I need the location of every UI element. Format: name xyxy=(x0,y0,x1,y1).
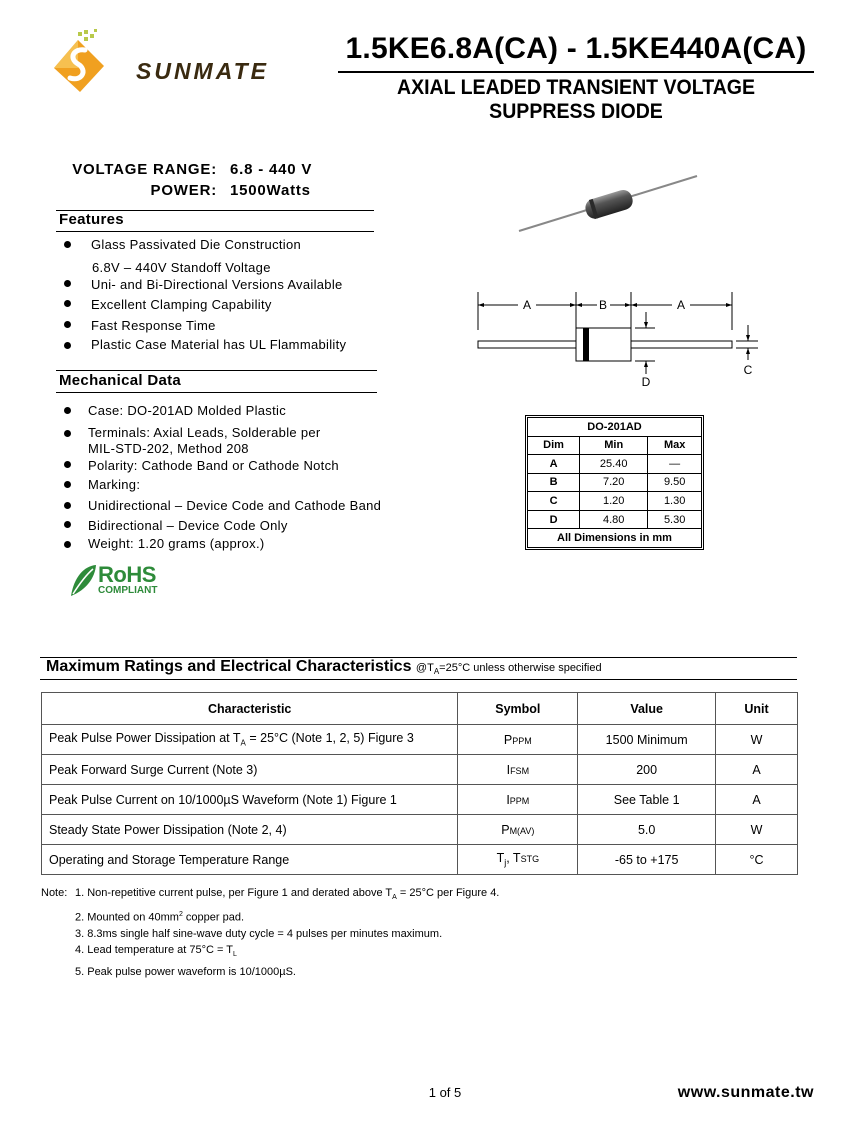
table-row xyxy=(42,755,798,785)
mechanical-item: Marking: xyxy=(88,477,141,492)
power-row xyxy=(59,182,311,199)
value-cell: See Table 1 xyxy=(578,785,716,815)
rohs-logo xyxy=(68,561,178,601)
dim-cell: 4.80 xyxy=(580,510,648,529)
characteristic-cell: Peak Pulse Current on 10/1000µS Waveform (Note 1) Figure 1 xyxy=(42,785,458,815)
dimension-diagram xyxy=(470,290,770,390)
value-cell: 5.0 xyxy=(578,815,716,845)
characteristic-cell: Steady State Power Dissipation (Note 2, 4) xyxy=(42,815,458,845)
mechanical-top-rule xyxy=(56,370,377,371)
page-subtitle: AXIAL LEADED TRANSIENT VOLTAGE SUPPRESS DIODE xyxy=(396,76,756,123)
value-cell: 200 xyxy=(578,755,716,785)
mechanical-item: Weight: 1.20 grams (approx.) xyxy=(88,536,265,551)
symbol-cell: IPPM xyxy=(458,785,578,815)
col-header: Symbol xyxy=(458,693,578,725)
mechanical-heading: Mechanical Data xyxy=(59,372,182,389)
note-item: 5. Peak pulse power waveform is 10/1000µS. xyxy=(75,966,296,979)
dim-cell: 25.40 xyxy=(580,455,648,474)
dim-cell: C xyxy=(528,492,580,511)
bullet-icon xyxy=(64,430,71,437)
ratings-title: Maximum Ratings and Electrical Characteristics xyxy=(46,658,412,675)
features-bottom-rule xyxy=(56,231,374,232)
dim-cell: 1.30 xyxy=(648,492,702,511)
rohs-text: RoHS xyxy=(98,562,156,587)
unit-cell: A xyxy=(716,785,798,815)
mechanical-item: Polarity: Cathode Band or Cathode Notch xyxy=(88,458,339,473)
bullet-icon xyxy=(64,407,71,414)
symbol-cell: $T_j$, TSTG xyxy=(458,845,578,875)
feature-item: Plastic Case Material has UL Flammability xyxy=(91,337,347,352)
dim-header: Min xyxy=(580,436,648,455)
bullet-icon xyxy=(64,241,71,248)
dim-cell: A xyxy=(528,455,580,474)
dimension-table xyxy=(525,415,704,550)
dim-label-a: A xyxy=(522,298,532,312)
rohs-compliant-text: COMPLIANT xyxy=(98,585,158,596)
col-header: Unit xyxy=(716,693,798,725)
table-row xyxy=(528,492,702,511)
dim-label-a: A xyxy=(676,298,686,312)
title-divider xyxy=(338,71,814,73)
table-row xyxy=(42,845,798,875)
unit-cell: W xyxy=(716,815,798,845)
ratings-table xyxy=(41,692,798,875)
dim-table-footer: All Dimensions in mm xyxy=(528,529,702,548)
mechanical-item: Unidirectional – Device Code and Cathode Band xyxy=(88,498,382,513)
note-item: 1. Non-repetitive current pulse, per Figure 1 and derated above $T_A = 25^\circ C$ per Figure 4. xyxy=(75,887,500,902)
dim-cell: D xyxy=(528,510,580,529)
bullet-icon xyxy=(64,481,71,488)
table-row xyxy=(42,815,798,845)
col-header: Characteristic xyxy=(42,693,458,725)
table-header-row xyxy=(42,693,798,725)
mechanical-item: Case: DO-201AD Molded Plastic xyxy=(88,403,286,418)
bullet-icon xyxy=(64,461,71,468)
dim-table-title: DO-201AD xyxy=(528,418,702,437)
bullet-icon xyxy=(64,342,71,349)
dim-header: Dim xyxy=(528,436,580,455)
unit-cell: °C xyxy=(716,845,798,875)
dim-label-c: C xyxy=(743,363,753,377)
dim-cell: 1.20 xyxy=(580,492,648,511)
feature-item: Uni- and Bi-Directional Versions Available xyxy=(91,277,343,292)
power-value: 1500Watts xyxy=(229,182,311,199)
dim-label-b: B xyxy=(598,298,608,312)
feature-item: Excellent Clamping Capability xyxy=(91,297,272,312)
page-number: 1 of 5 xyxy=(428,1085,462,1100)
sunmate-logo xyxy=(48,28,298,98)
ratings-condition: $@T_A=25^\circ C$ unless otherwise specified xyxy=(415,662,602,677)
feature-item: Fast Response Time xyxy=(91,318,216,333)
dim-cell: B xyxy=(528,473,580,492)
value-cell: -65 to +175 xyxy=(578,845,716,875)
unit-cell: A xyxy=(716,755,798,785)
bullet-icon xyxy=(64,280,71,287)
symbol-cell: PM(AV) xyxy=(458,815,578,845)
page-title: 1.5KE6.8A(CA) - 1.5KE440A(CA) xyxy=(345,32,807,65)
bullet-icon xyxy=(64,502,71,509)
notes-list xyxy=(75,885,499,981)
note-item: 2. Mounted on $40mm^2$ copper pad. xyxy=(75,910,245,924)
col-header: Value xyxy=(578,693,716,725)
dim-cell: 5.30 xyxy=(648,510,702,529)
characteristic-cell: Operating and Storage Temperature Range xyxy=(42,845,458,875)
ratings-bottom-rule xyxy=(40,679,797,680)
bullet-icon xyxy=(64,541,71,548)
voltage-range-row xyxy=(59,161,312,178)
note-item: 3. 8.3ms single half sine-wave duty cycle = 4 pulses per minutes maximum. xyxy=(75,927,443,940)
table-row xyxy=(528,473,702,492)
mechanical-item: MIL-STD-202, Method 208 xyxy=(88,441,249,456)
voltage-label: VOLTAGE RANGE: xyxy=(72,161,217,178)
ratings-heading xyxy=(46,658,602,676)
power-label: POWER: xyxy=(150,182,217,199)
unit-cell: W xyxy=(716,725,798,755)
svg-text:SUNMATE: SUNMATE xyxy=(136,58,270,84)
symbol-cell: PPPM xyxy=(458,725,578,755)
note-item: 4. Lead temperature at $75^\circ C = T_L$ xyxy=(75,944,237,959)
dim-header: Max xyxy=(648,436,702,455)
feature-item: Glass Passivated Die Construction xyxy=(91,237,302,252)
table-row xyxy=(528,510,702,529)
feature-item: 6.8V – 440V Standoff Voltage xyxy=(92,260,271,275)
dim-cell: 7.20 xyxy=(580,473,648,492)
voltage-value: 6.8 - 440 V xyxy=(229,161,313,178)
dim-label-d: D xyxy=(641,375,651,389)
bullet-icon xyxy=(64,521,71,528)
diode-photo xyxy=(515,170,705,236)
symbol-cell: IFSM xyxy=(458,755,578,785)
table-row xyxy=(42,785,798,815)
table-row xyxy=(42,725,798,755)
features-heading: Features xyxy=(59,211,124,228)
mechanical-item: Bidirectional – Device Code Only xyxy=(88,518,288,533)
mechanical-bottom-rule xyxy=(56,392,377,393)
bullet-icon xyxy=(64,300,71,307)
dim-cell: 9.50 xyxy=(648,473,702,492)
mechanical-item: Terminals: Axial Leads, Solderable per xyxy=(88,425,321,440)
notes-label: Note: xyxy=(41,887,68,899)
dim-cell: — xyxy=(648,455,702,474)
table-row xyxy=(528,455,702,474)
website-link[interactable]: www.sunmate.tw xyxy=(677,1084,814,1101)
characteristic-cell: Peak Forward Surge Current (Note 3) xyxy=(42,755,458,785)
bullet-icon xyxy=(64,321,71,328)
characteristic-cell: Peak Pulse Power Dissipation at $T_A = 25^\circ C$ (Note 1, 2, 5) Figure 3 xyxy=(42,725,458,755)
value-cell: 1500 Minimum xyxy=(578,725,716,755)
